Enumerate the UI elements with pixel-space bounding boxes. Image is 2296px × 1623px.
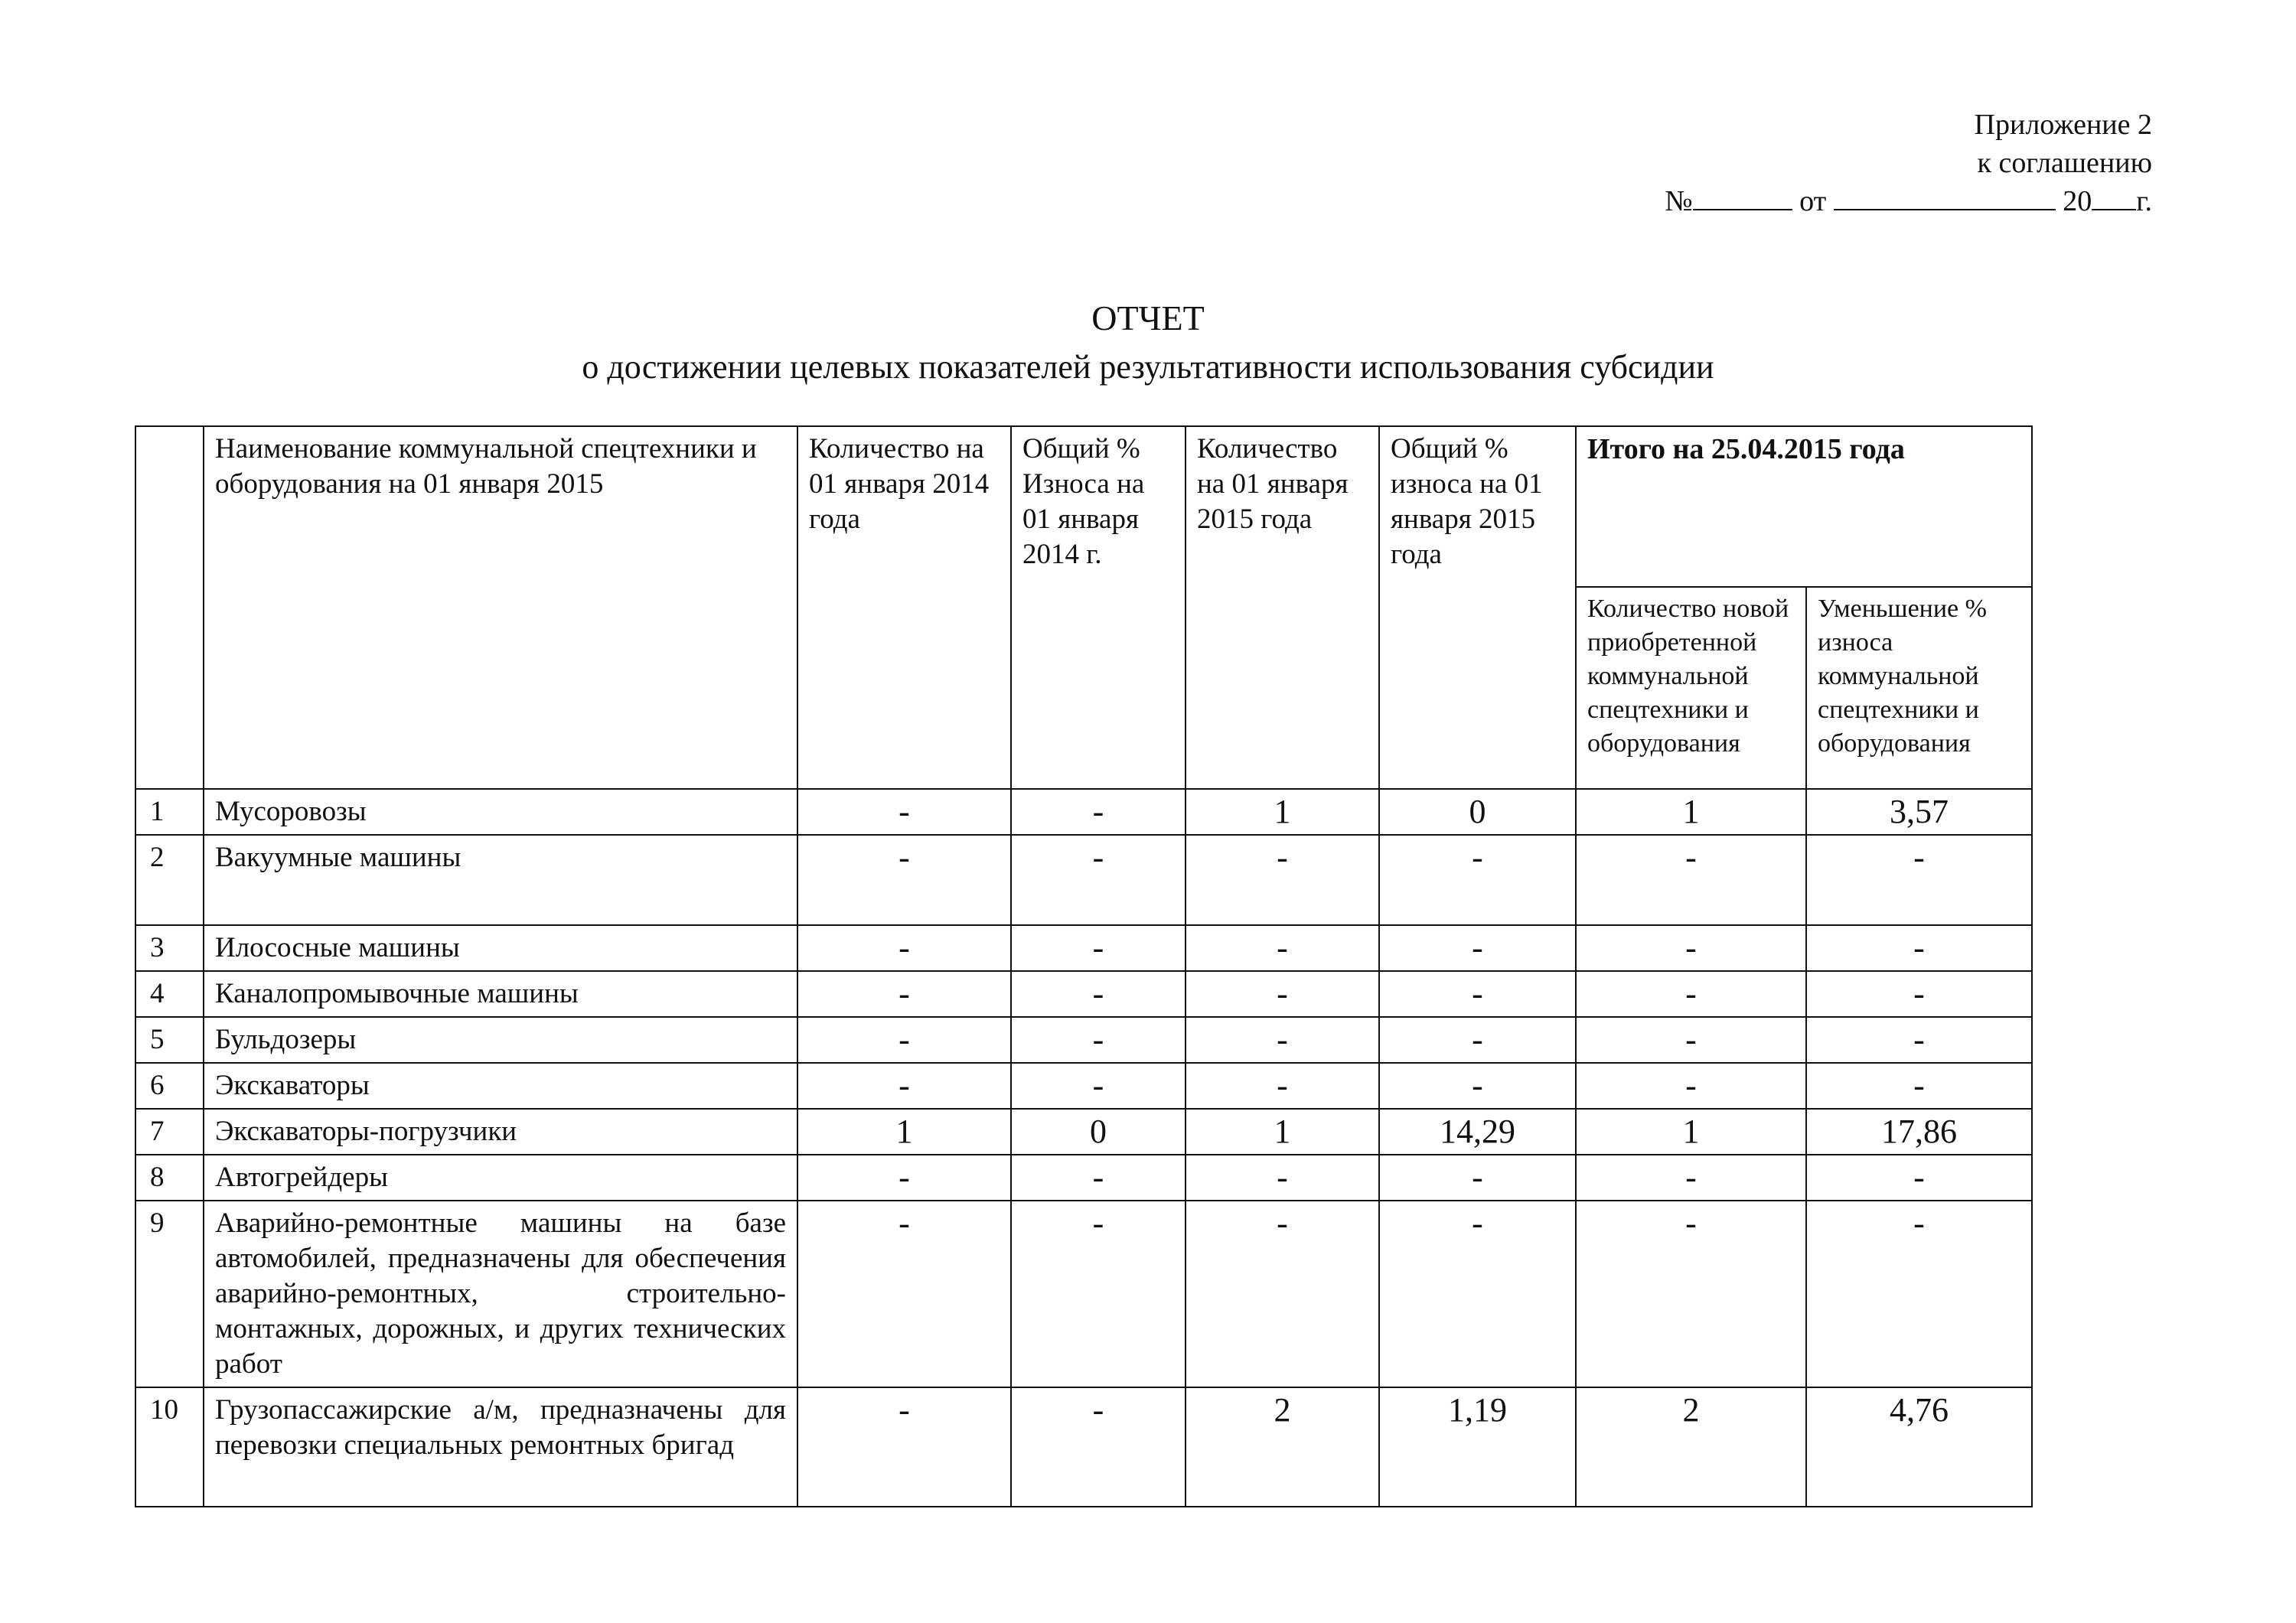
row-wear-2015: - xyxy=(1379,1063,1576,1109)
header-qty-2014: Количество на 01 января 2014 года xyxy=(797,426,1011,789)
row-qty-2015: - xyxy=(1186,971,1379,1017)
row-qty-2015: 2 xyxy=(1186,1387,1379,1507)
row-name: Вакуумные машины xyxy=(204,835,797,925)
row-wear-2015: - xyxy=(1379,925,1576,971)
row-qty-2015: 1 xyxy=(1186,789,1379,835)
row-wear-2015: - xyxy=(1379,1201,1576,1387)
row-wear-2014: - xyxy=(1011,1387,1186,1507)
table-row xyxy=(135,925,2032,971)
from-label: от xyxy=(1799,185,1827,217)
row-wear-2014: - xyxy=(1011,835,1186,925)
row-number: 4 xyxy=(135,971,204,1017)
row-new-qty: - xyxy=(1576,835,1806,925)
row-qty-2014: - xyxy=(797,1387,1011,1507)
table-row xyxy=(135,1387,2032,1507)
table-row xyxy=(135,1155,2032,1201)
row-name: Бульдозеры xyxy=(204,1017,797,1063)
row-number: 10 xyxy=(135,1387,204,1507)
row-wear-2015: - xyxy=(1379,835,1576,925)
row-wear-reduction: 17,86 xyxy=(1806,1109,2032,1155)
row-wear-reduction: 3,57 xyxy=(1806,789,2032,835)
row-qty-2014: - xyxy=(797,1155,1011,1201)
row-wear-2015: 14,29 xyxy=(1379,1109,1576,1155)
table-row xyxy=(135,971,2032,1017)
row-number: 6 xyxy=(135,1063,204,1109)
row-new-qty: 1 xyxy=(1576,1109,1806,1155)
row-number: 9 xyxy=(135,1201,204,1387)
row-qty-2014: - xyxy=(797,925,1011,971)
row-name: Каналопромывочные машины xyxy=(204,971,797,1017)
number-label: № xyxy=(1665,185,1693,217)
row-wear-2015: - xyxy=(1379,971,1576,1017)
appendix-line-2: к соглашению xyxy=(1977,147,2152,179)
row-qty-2014: - xyxy=(797,1201,1011,1387)
row-new-qty: - xyxy=(1576,971,1806,1017)
row-name: Автогрейдеры xyxy=(204,1155,797,1201)
appendix-header xyxy=(1665,106,2152,220)
row-number: 5 xyxy=(135,1017,204,1063)
row-wear-2015: - xyxy=(1379,1155,1576,1201)
row-new-qty: - xyxy=(1576,925,1806,971)
row-qty-2014: 1 xyxy=(797,1109,1011,1155)
row-wear-2014: - xyxy=(1011,1155,1186,1201)
row-wear-2015: 1,19 xyxy=(1379,1387,1576,1507)
row-number: 3 xyxy=(135,925,204,971)
row-wear-2014: - xyxy=(1011,925,1186,971)
date-blank xyxy=(1834,183,2056,210)
row-number: 7 xyxy=(135,1109,204,1155)
row-qty-2015: - xyxy=(1186,1155,1379,1201)
row-name: Илососные машины xyxy=(204,925,797,971)
row-qty-2015: - xyxy=(1186,1201,1379,1387)
year-label: 20 xyxy=(2063,185,2092,217)
row-wear-2014: - xyxy=(1011,1063,1186,1109)
report-table xyxy=(135,425,2033,1507)
row-number: 2 xyxy=(135,835,204,925)
header-num-cell xyxy=(135,426,204,789)
row-qty-2015: - xyxy=(1186,835,1379,925)
table-row xyxy=(135,789,2032,835)
agreement-reference xyxy=(1665,182,2152,220)
row-wear-reduction: - xyxy=(1806,1017,2032,1063)
row-wear-reduction: - xyxy=(1806,1155,2032,1201)
row-wear-2014: - xyxy=(1011,789,1186,835)
row-wear-2015: 0 xyxy=(1379,789,1576,835)
row-name: Экскаваторы-погрузчики xyxy=(204,1109,797,1155)
row-name: Аварийно-ремонтные машины на базе автомобилей, предназначены для обеспечения аварийно-ремонтных, строительно-монтажных, дорожных, и других технических работ xyxy=(204,1201,797,1387)
header-new-qty: Количество новой приобретенной коммунальной спецтехники и оборудования xyxy=(1576,587,1806,789)
row-qty-2014: - xyxy=(797,971,1011,1017)
table-row xyxy=(135,1063,2032,1109)
row-qty-2015: - xyxy=(1186,925,1379,971)
row-qty-2015: - xyxy=(1186,1063,1379,1109)
row-wear-reduction: - xyxy=(1806,1201,2032,1387)
row-new-qty: 2 xyxy=(1576,1387,1806,1507)
header-row-1 xyxy=(135,426,2032,587)
row-new-qty: - xyxy=(1576,1155,1806,1201)
header-name: Наименование коммунальной спецтехники и оборудования на 01 января 2015 xyxy=(204,426,797,789)
number-blank xyxy=(1693,183,1792,210)
row-wear-reduction: 4,76 xyxy=(1806,1387,2032,1507)
row-name: Мусоровозы xyxy=(204,789,797,835)
row-new-qty: 1 xyxy=(1576,789,1806,835)
header-total: Итого на 25.04.2015 года xyxy=(1576,426,2032,587)
report-title: ОТЧЕТ xyxy=(1091,298,1205,337)
row-qty-2014: - xyxy=(797,1017,1011,1063)
row-new-qty: - xyxy=(1576,1063,1806,1109)
row-wear-reduction: - xyxy=(1806,835,2032,925)
row-name: Экскаваторы xyxy=(204,1063,797,1109)
header-qty-2015: Количество на 01 января 2015 года xyxy=(1186,426,1379,789)
row-qty-2014: - xyxy=(797,1063,1011,1109)
row-qty-2015: - xyxy=(1186,1017,1379,1063)
row-wear-2014: - xyxy=(1011,1201,1186,1387)
row-qty-2015: 1 xyxy=(1186,1109,1379,1155)
row-new-qty: - xyxy=(1576,1017,1806,1063)
table-row xyxy=(135,1017,2032,1063)
row-number: 8 xyxy=(135,1155,204,1201)
appendix-line-1: Приложение 2 xyxy=(1974,109,2152,141)
row-wear-2015: - xyxy=(1379,1017,1576,1063)
row-name: Грузопассажирские а/м, предназначены для перевозки специальных ремонтных бригад xyxy=(204,1387,797,1507)
row-qty-2014: - xyxy=(797,789,1011,835)
year-blank xyxy=(2092,183,2136,210)
header-wear-2014: Общий % Износа на 01 января 2014 г. xyxy=(1011,426,1186,789)
row-qty-2014: - xyxy=(797,835,1011,925)
row-wear-reduction: - xyxy=(1806,1063,2032,1109)
table-row xyxy=(135,835,2032,925)
table-row xyxy=(135,1109,2032,1155)
row-wear-reduction: - xyxy=(1806,925,2032,971)
header-wear-reduction: Уменьшение % износа коммунальной спецтехники и оборудования xyxy=(1806,587,2032,789)
header-wear-2015: Общий % износа на 01 января 2015 года xyxy=(1379,426,1576,789)
year-suffix: г. xyxy=(2136,185,2152,217)
row-wear-2014: - xyxy=(1011,1017,1186,1063)
row-wear-2014: - xyxy=(1011,971,1186,1017)
row-wear-reduction: - xyxy=(1806,971,2032,1017)
table-row xyxy=(135,1201,2032,1387)
row-number: 1 xyxy=(135,789,204,835)
report-subtitle: о достижении целевых показателей результативности использования субсидии xyxy=(582,348,1714,386)
row-wear-2014: 0 xyxy=(1011,1109,1186,1155)
row-new-qty: - xyxy=(1576,1201,1806,1387)
